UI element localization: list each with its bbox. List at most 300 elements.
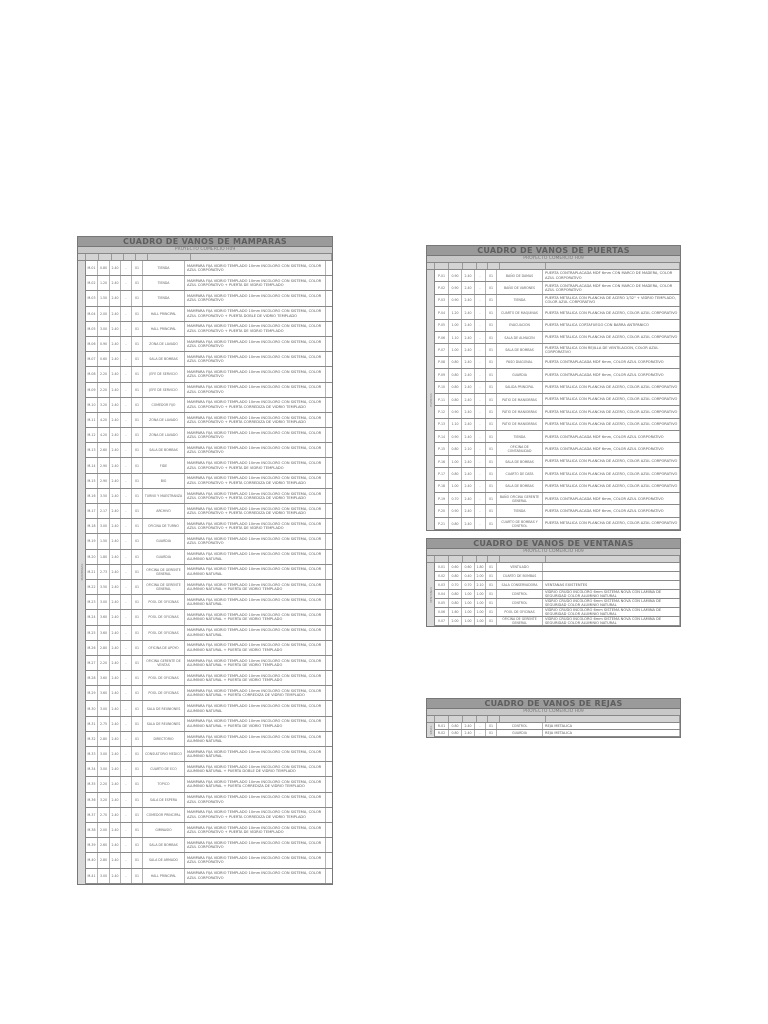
cell-c2: 2.40 [462, 431, 475, 442]
cell-c3: - [121, 580, 132, 594]
cell-room: SALA DE BOMBAS [143, 352, 185, 366]
cell-c2: 2.40 [110, 428, 121, 442]
cell-c1: 0.80 [449, 468, 462, 479]
cell-room: CONSULTORIO MEDICO [143, 747, 185, 761]
cell-c1: 0.80 [449, 572, 462, 580]
table-row [86, 291, 332, 306]
table-row [86, 565, 332, 580]
cell-code: V-02 [435, 572, 449, 580]
cell-c1: 3.50 [98, 489, 110, 503]
cell-c4: 01 [132, 626, 143, 640]
puertas-schedule [426, 245, 681, 531]
cell-desc: MAMPARA FIJA VIDRIO TEMPLADO 10mm INCOLORO CON SISTEMA, COLOR ALUMINIO NATURAL [185, 595, 326, 609]
cell-c2: 2.40 [462, 481, 475, 492]
cell-c4: 01 [132, 808, 143, 822]
cell-c2: 2.40 [110, 307, 121, 321]
cell-c3: - [121, 458, 132, 472]
puertas-title: CUADRO DE VANOS DE PUERTAS [427, 246, 680, 256]
cell-c1: 1.80 [98, 550, 110, 564]
ventanas-side-label: VENTANAS [427, 563, 435, 626]
cell-c4: 01 [486, 344, 497, 355]
cell-c4: 01 [132, 276, 143, 290]
cell-c2: 2.40 [462, 419, 475, 430]
table-row [435, 406, 680, 418]
cell-c4: 01 [132, 367, 143, 381]
cell-room: POOL DE OFICINAS [143, 671, 185, 685]
cell-c1: 1.10 [449, 332, 462, 343]
cell-code: R-01 [435, 723, 449, 729]
cell-c1: 0.90 [98, 337, 110, 351]
cell-c2: 2.40 [110, 367, 121, 381]
cell-code: P-15 [435, 443, 449, 454]
cell-c1: 0.80 [449, 394, 462, 405]
cell-c3: 1.00 [475, 617, 486, 625]
cell-c3: - [475, 270, 486, 281]
cell-desc: VENTANAS EXISTENTES [543, 581, 680, 589]
cell-c1: 0.80 [449, 599, 462, 607]
table-row [86, 443, 332, 458]
table-row [435, 590, 680, 599]
cell-c3: - [121, 686, 132, 700]
cell-c2: 2.40 [110, 747, 121, 761]
cell-c3: - [121, 413, 132, 427]
cell-c2: 2.40 [110, 504, 121, 518]
rejas-title: CUADRO DE VANOS DE REJAS [427, 699, 680, 709]
cell-c3: - [121, 519, 132, 533]
cell-code: M-13 [86, 443, 98, 457]
cell-c2: 2.40 [462, 357, 475, 368]
cell-c2: 2.40 [462, 505, 475, 516]
cell-c3: - [121, 550, 132, 564]
cell-c4: 01 [486, 493, 497, 504]
cell-c4: 01 [132, 383, 143, 397]
table-row [86, 610, 332, 625]
cell-c4: 01 [132, 580, 143, 594]
cell-c3: - [475, 481, 486, 492]
table-row [86, 717, 332, 732]
cell-c4: 01 [132, 717, 143, 731]
cell-c4: 01 [486, 730, 497, 736]
cell-c4: 01 [132, 291, 143, 305]
cell-desc: MAMPARA FIJA VIDRIO TEMPLADO 10mm INCOLORO CON SISTEMA, COLOR AZUL CORPORATIVO [185, 853, 326, 867]
cell-c1: 3.00 [98, 701, 110, 715]
table-row [435, 730, 680, 737]
table-row [435, 394, 680, 406]
table-row [86, 413, 332, 428]
cell-room: SALA DE BOMBAS [497, 456, 543, 467]
cell-c1: 2.20 [98, 383, 110, 397]
rejas-rows [435, 723, 680, 737]
cell-c3: - [121, 641, 132, 655]
cell-desc: VIDRIO CRUDO INCOLORO 6mm SISTEMA NOVA CON LAMINA DE SEGURIDAD COLOR ALUMINIO NATURAL [543, 599, 680, 607]
cell-c2: 2.40 [110, 626, 121, 640]
table-row [435, 369, 680, 381]
cell-code: M-01 [86, 261, 98, 275]
cell-c3: - [475, 406, 486, 417]
cell-desc: MAMPARA FIJA VIDRIO TEMPLADO 10mm INCOLORO CON SISTEMA, COLOR AZUL CORPORATIVO [185, 291, 326, 305]
cell-c4: 01 [486, 419, 497, 430]
cell-desc: MAMPARA FIJA VIDRIO TEMPLADO 10mm INCOLORO CON SISTEMA, COLOR AZUL CORPORATIVO [185, 367, 326, 381]
cell-c4: 01 [486, 456, 497, 467]
cell-room: TIENDA [143, 261, 185, 275]
table-row [435, 431, 680, 443]
cell-code: P-01 [435, 270, 449, 281]
cell-c4: 01 [132, 838, 143, 852]
cell-c4: 01 [132, 641, 143, 655]
cell-room: COMEDOR PRINCIPAL [143, 808, 185, 822]
cell-c4: 01 [132, 489, 143, 503]
cell-code: M-21 [86, 565, 98, 579]
table-row [435, 320, 680, 332]
cell-c3: - [121, 276, 132, 290]
cell-desc: MAMPARA FIJA VIDRIO TEMPLADO 10mm INCOLORO CON SISTEMA, COLOR ALUMINIO NATURAL + PUERTA DE VIDRIO TEMPLADO [185, 610, 326, 624]
table-row [86, 701, 332, 716]
cell-code: M-07 [86, 352, 98, 366]
cell-code: P-05 [435, 320, 449, 331]
cell-c2: 2.40 [110, 793, 121, 807]
cell-c3: - [475, 468, 486, 479]
cell-c1: 3.60 [98, 626, 110, 640]
cell-desc: VIDRIO CRUDO INCOLORO 6mm SISTEMA NOVA CON LAMINA DE SEGURIDAD COLOR ALUMINIO NATURAL [543, 608, 680, 616]
cell-c2: 2.40 [110, 474, 121, 488]
cell-code: M-34 [86, 762, 98, 776]
cell-desc: MAMPARA FIJA VIDRIO TEMPLADO 10mm INCOLORO CON SISTEMA, COLOR AZUL CORPORATIVO + PUERTA CORREDIZA DE VIDRIO TEMPLADO [185, 504, 326, 518]
cell-room: EVACUACION [497, 320, 543, 331]
cell-desc: MAMPARA FIJA VIDRIO TEMPLADO 10mm INCOLORO CON SISTEMA, COLOR ALUMINIO NATURAL [185, 550, 326, 564]
cell-desc: PUERTA CONTRAPLACADA MDF 6mm CON MARCO DE MADERA, COLOR AZUL CORPORATIVO [543, 282, 680, 293]
cell-c4: 01 [132, 519, 143, 533]
cell-desc: MAMPARA FIJA VIDRIO TEMPLADO 10mm INCOLORO CON SISTEMA, COLOR ALUMINIO NATURAL + PUERTA DOBLE DE VIDRIO TEMPLADO [185, 762, 326, 776]
cell-desc: MAMPARA FIJA VIDRIO TEMPLADO 10mm INCOLORO CON SISTEMA, COLOR AZUL CORPORATIVO [185, 793, 326, 807]
cell-code: M-09 [86, 383, 98, 397]
table-row [86, 458, 332, 473]
cell-c4: 01 [132, 656, 143, 670]
cell-c3: - [475, 431, 486, 442]
cell-c1: 2.20 [98, 367, 110, 381]
cell-c2: 1.00 [462, 599, 475, 607]
cell-c1: 3.00 [98, 519, 110, 533]
table-row [435, 581, 680, 590]
cell-c1: 2.80 [98, 732, 110, 746]
cell-c1: 0.80 [449, 357, 462, 368]
cell-c2: 2.40 [110, 276, 121, 290]
cell-c1: 0.60 [98, 352, 110, 366]
cell-c2: 2.40 [462, 369, 475, 380]
cell-c3: 1.00 [475, 599, 486, 607]
cell-c3: - [475, 419, 486, 430]
cell-c1: 1.20 [449, 307, 462, 318]
cell-c1: 2.00 [98, 823, 110, 837]
cell-c4: 01 [132, 307, 143, 321]
cell-c3: - [121, 869, 132, 883]
cell-room: SALA DE ARMADO [143, 853, 185, 867]
cell-code: R-02 [435, 730, 449, 736]
cell-c3: - [475, 282, 486, 293]
cell-c4: 01 [132, 504, 143, 518]
cell-c4: 01 [132, 413, 143, 427]
rejas-side-label: REJAS [427, 723, 435, 737]
cell-c3: - [121, 762, 132, 776]
cell-c2: 2.40 [110, 413, 121, 427]
cell-desc: MAMPARA FIJA VIDRIO TEMPLADO 10mm INCOLORO CON SISTEMA, COLOR ALUMINIO NATURAL + PUERTA DE VIDRIO TEMPLADO [185, 641, 326, 655]
cell-c3: - [121, 367, 132, 381]
table-row [86, 534, 332, 549]
cell-c1: 2.20 [98, 656, 110, 670]
cell-c1: 1.50 [98, 291, 110, 305]
table-row [86, 367, 332, 382]
cell-c1: 2.73 [98, 565, 110, 579]
cell-c4: 01 [486, 320, 497, 331]
table-row [435, 572, 680, 581]
cell-code: M-36 [86, 793, 98, 807]
cell-desc: PUERTA CONTRAPLACADA MDF 6mm, COLOR AZUL CORPORATIVO [543, 369, 680, 380]
cell-c2: 2.40 [110, 352, 121, 366]
cell-room: OFICINA DE GERENTE GENERAL [143, 565, 185, 579]
table-row [86, 322, 332, 337]
cell-code: M-24 [86, 610, 98, 624]
cell-c3: - [121, 428, 132, 442]
cell-room: SALA DE BOMBAS [143, 443, 185, 457]
cell-c3: - [121, 793, 132, 807]
cell-c1: 1.10 [449, 419, 462, 430]
cell-room: CUARTO DE ECO [143, 762, 185, 776]
cell-c1: 0.90 [449, 431, 462, 442]
cell-c3: - [475, 332, 486, 343]
cell-desc: MAMPARA FIJA VIDRIO TEMPLADO 10mm INCOLORO CON SISTEMA, COLOR AZUL CORPORATIVO [185, 261, 326, 275]
cell-c4: 01 [486, 406, 497, 417]
cell-code: M-39 [86, 838, 98, 852]
table-row [86, 383, 332, 398]
cell-desc: MAMPARA FIJA VIDRIO TEMPLADO 10mm INCOLORO CON SISTEMA, COLOR ALUMINIO NATURAL [185, 732, 326, 746]
cell-c2: 2.40 [110, 808, 121, 822]
cell-c1: 0.80 [449, 443, 462, 454]
cell-code: M-41 [86, 869, 98, 883]
cell-code: M-37 [86, 808, 98, 822]
ventanas-title: CUADRO DE VANOS DE VENTANAS [427, 539, 680, 549]
cell-c4: 01 [486, 608, 497, 616]
cell-c4: 01 [132, 777, 143, 791]
cell-c2: 2.40 [462, 295, 475, 306]
cell-room: SALA CONSERVADORA [497, 581, 543, 589]
cell-c3: - [475, 344, 486, 355]
cell-room: ZONA DE LAVADO [143, 413, 185, 427]
cell-c4: 01 [132, 793, 143, 807]
cell-room: SALA DE ALMACEN [497, 332, 543, 343]
cell-c4: 01 [132, 398, 143, 412]
cell-c2: 2.40 [110, 610, 121, 624]
cell-c1: 3.60 [98, 671, 110, 685]
table-row [86, 595, 332, 610]
cell-c4: 01 [132, 595, 143, 609]
cell-c4: 01 [132, 610, 143, 624]
cell-desc: PUERTA CONTRAPLACADA MDF 6mm, COLOR AZUL CORPORATIVO [543, 505, 680, 516]
cell-c2: 2.40 [110, 580, 121, 594]
table-row [86, 307, 332, 322]
cell-code: M-23 [86, 595, 98, 609]
cell-code: P-20 [435, 505, 449, 516]
cell-c1: 2.00 [98, 307, 110, 321]
cell-c3: - [475, 307, 486, 318]
cell-c3: - [121, 610, 132, 624]
cell-c3: - [121, 504, 132, 518]
cell-c4: 01 [486, 270, 497, 281]
cell-c2: 2.40 [110, 291, 121, 305]
table-row [435, 481, 680, 493]
cell-c3: - [121, 307, 132, 321]
cell-room: GIMNASIO [143, 823, 185, 837]
cell-c3: 2.00 [475, 572, 486, 580]
cell-room: HALL PRINCIPAL [143, 869, 185, 883]
cell-c1: 1.00 [449, 344, 462, 355]
cell-c4: 01 [132, 337, 143, 351]
cell-room: TIENDA [497, 295, 543, 306]
cell-c1: 2.00 [449, 617, 462, 625]
cell-code: M-29 [86, 686, 98, 700]
cell-code: M-02 [86, 276, 98, 290]
cell-c1: 0.90 [449, 505, 462, 516]
cell-code: M-32 [86, 732, 98, 746]
cell-code: M-10 [86, 398, 98, 412]
cell-code: P-10 [435, 382, 449, 393]
cell-c2: 2.40 [462, 270, 475, 281]
table-row [86, 853, 332, 868]
cell-c2: 1.00 [462, 590, 475, 598]
cell-code: M-16 [86, 489, 98, 503]
cell-c3: - [475, 394, 486, 405]
table-row [86, 747, 332, 762]
cell-c1: 3.00 [98, 869, 110, 883]
cell-code: M-20 [86, 550, 98, 564]
mamparas-side-label: MAMPARAS [78, 261, 86, 884]
cell-desc: MAMPARA FIJA VIDRIO TEMPLADO 10mm INCOLORO CON SISTEMA, COLOR AZUL CORPORATIVO [185, 383, 326, 397]
table-row [86, 777, 332, 792]
cell-desc: MAMPARA FIJA VIDRIO TEMPLADO 10mm INCOLORO CON SISTEMA, COLOR AZUL CORPORATIVO [185, 534, 326, 548]
cell-c1: 0.90 [449, 270, 462, 281]
cell-code: P-19 [435, 493, 449, 504]
cell-desc: PUERTA METALICA CON PLANCHA DE ACERO, COLOR AZUL CORPORATIVO [543, 468, 680, 479]
cell-desc: MAMPARA FIJA VIDRIO TEMPLADO 10mm INCOLORO CON SISTEMA, COLOR ALUMINIO NATURAL [185, 565, 326, 579]
cell-desc: PUERTA METALICA CON REJILLA DE VENTILACION, COLOR AZUL CORPORATIVO [543, 344, 680, 355]
table-row [86, 838, 332, 853]
cell-c3: - [475, 443, 486, 454]
cell-room: POOL DE OFICINAS [143, 610, 185, 624]
cell-desc: MAMPARA FIJA VIDRIO TEMPLADO 10mm INCOLORO CON SISTEMA, COLOR ALUMINIO NATURAL [185, 701, 326, 715]
cell-c1: 0.70 [449, 581, 462, 589]
cell-room: DIRECTORIO [143, 732, 185, 746]
cell-c1: 0.80 [449, 723, 462, 729]
cell-code: M-30 [86, 701, 98, 715]
cell-c1: 1.00 [449, 320, 462, 331]
cell-code: M-35 [86, 777, 98, 791]
cell-c3: - [121, 352, 132, 366]
cell-c3: - [121, 777, 132, 791]
cell-c3: - [121, 823, 132, 837]
rejas-header [427, 716, 680, 723]
cell-c3: - [121, 701, 132, 715]
cell-c4: 01 [132, 671, 143, 685]
cell-c4: 01 [486, 282, 497, 293]
table-row [435, 282, 680, 294]
cell-c2: 2.40 [110, 458, 121, 472]
cell-room: OFICINA DE APOYO [143, 641, 185, 655]
cell-code: M-25 [86, 626, 98, 640]
cell-desc: PUERTA METALICA CORTAFUEGO CON BARRA ANTIPANICO [543, 320, 680, 331]
cell-c2: 2.40 [110, 717, 121, 731]
cell-desc: PUERTA CONTRAPLACADA MDF 6mm CON MARCO DE MADERA, COLOR AZUL CORPORATIVO [543, 270, 680, 281]
cell-code: M-31 [86, 717, 98, 731]
cell-desc: MAMPARA FIJA VIDRIO TEMPLADO 10mm INCOLORO CON SISTEMA, COLOR AZUL CORPORATIVO [185, 337, 326, 351]
table-row [86, 732, 332, 747]
table-row [86, 519, 332, 534]
cell-c3: 1.80 [475, 563, 486, 571]
cell-c4: 01 [486, 382, 497, 393]
cell-room: OFICINA DE GERENTE GENERAL [497, 617, 543, 625]
cell-desc: VIDRIO CRUDO INCOLORO 6mm SISTEMA NOVA CON LAMINA DE SEGURIDAD COLOR ALUMINIO NATURAL [543, 590, 680, 598]
cell-c4: 01 [132, 322, 143, 336]
cell-code: P-17 [435, 468, 449, 479]
cell-c1: 1.50 [98, 534, 110, 548]
cell-desc: PUERTA METALICA CON PLANCHA DE ACERO, COLOR AZUL CORPORATIVO [543, 456, 680, 467]
cell-room: TIENDA [497, 431, 543, 442]
cell-room: TIENDA [143, 276, 185, 290]
cell-c2: 2.40 [462, 320, 475, 331]
cell-desc: MAMPARA FIJA VIDRIO TEMPLADO 10mm INCOLORO CON SISTEMA, COLOR AZUL CORPORATIVO + PUERTA DE VIDRIO TEMPLADO [185, 823, 326, 837]
mamparas-rows [86, 261, 332, 884]
cell-c3: - [121, 626, 132, 640]
cell-room: SALA DE BOMBAS [497, 344, 543, 355]
cell-c1: 0.60 [449, 563, 462, 571]
table-row [435, 505, 680, 517]
table-row [435, 443, 680, 455]
mamparas-header [78, 254, 332, 261]
cell-c1: 0.80 [449, 730, 462, 736]
ventanas-header [427, 556, 680, 563]
cell-c2: 2.40 [110, 671, 121, 685]
cell-c1: 1.20 [98, 276, 110, 290]
cell-c4: 01 [132, 869, 143, 883]
cell-code: M-06 [86, 337, 98, 351]
cell-c4: 01 [486, 295, 497, 306]
cell-c4: 01 [486, 599, 497, 607]
cell-c1: 0.90 [449, 295, 462, 306]
cell-c2: 2.40 [462, 394, 475, 405]
cell-c4: 01 [486, 505, 497, 516]
cell-code: M-11 [86, 413, 98, 427]
table-row [435, 270, 680, 282]
cell-code: M-18 [86, 519, 98, 533]
cell-c1: 3.00 [98, 747, 110, 761]
cell-c1: 0.80 [449, 382, 462, 393]
cell-desc: MAMPARA FIJA VIDRIO TEMPLADO 10mm INCOLORO CON SISTEMA, COLOR AZUL CORPORATIVO + PUERTA DE VIDRIO TEMPLADO [185, 519, 326, 533]
cell-room: FIDE [143, 458, 185, 472]
cell-c2: 1.00 [462, 617, 475, 625]
cell-room: OFICINA GERENTE DE VENTAS [143, 656, 185, 670]
cell-desc: PUERTA CONTRAPLACADA MDF 6mm, COLOR AZUL CORPORATIVO [543, 443, 680, 454]
cell-room: TURNO Y MAESTRANZA [143, 489, 185, 503]
table-row [86, 671, 332, 686]
cell-code: M-27 [86, 656, 98, 670]
table-row [435, 493, 680, 505]
table-row [86, 474, 332, 489]
cell-desc: PUERTA METALICA CON PLANCHA DE ACERO, COLOR AZUL CORPORATIVO [543, 481, 680, 492]
cell-c3: 2.10 [475, 581, 486, 589]
cell-room: JEFE DE SERVICIO [143, 367, 185, 381]
cell-room: CUARTO DE DATA [497, 468, 543, 479]
cell-c1: 1.00 [449, 456, 462, 467]
cell-code: P-11 [435, 394, 449, 405]
cell-room: OFICINA DE GERENTE GENERAL [143, 580, 185, 594]
cell-c3: - [121, 656, 132, 670]
